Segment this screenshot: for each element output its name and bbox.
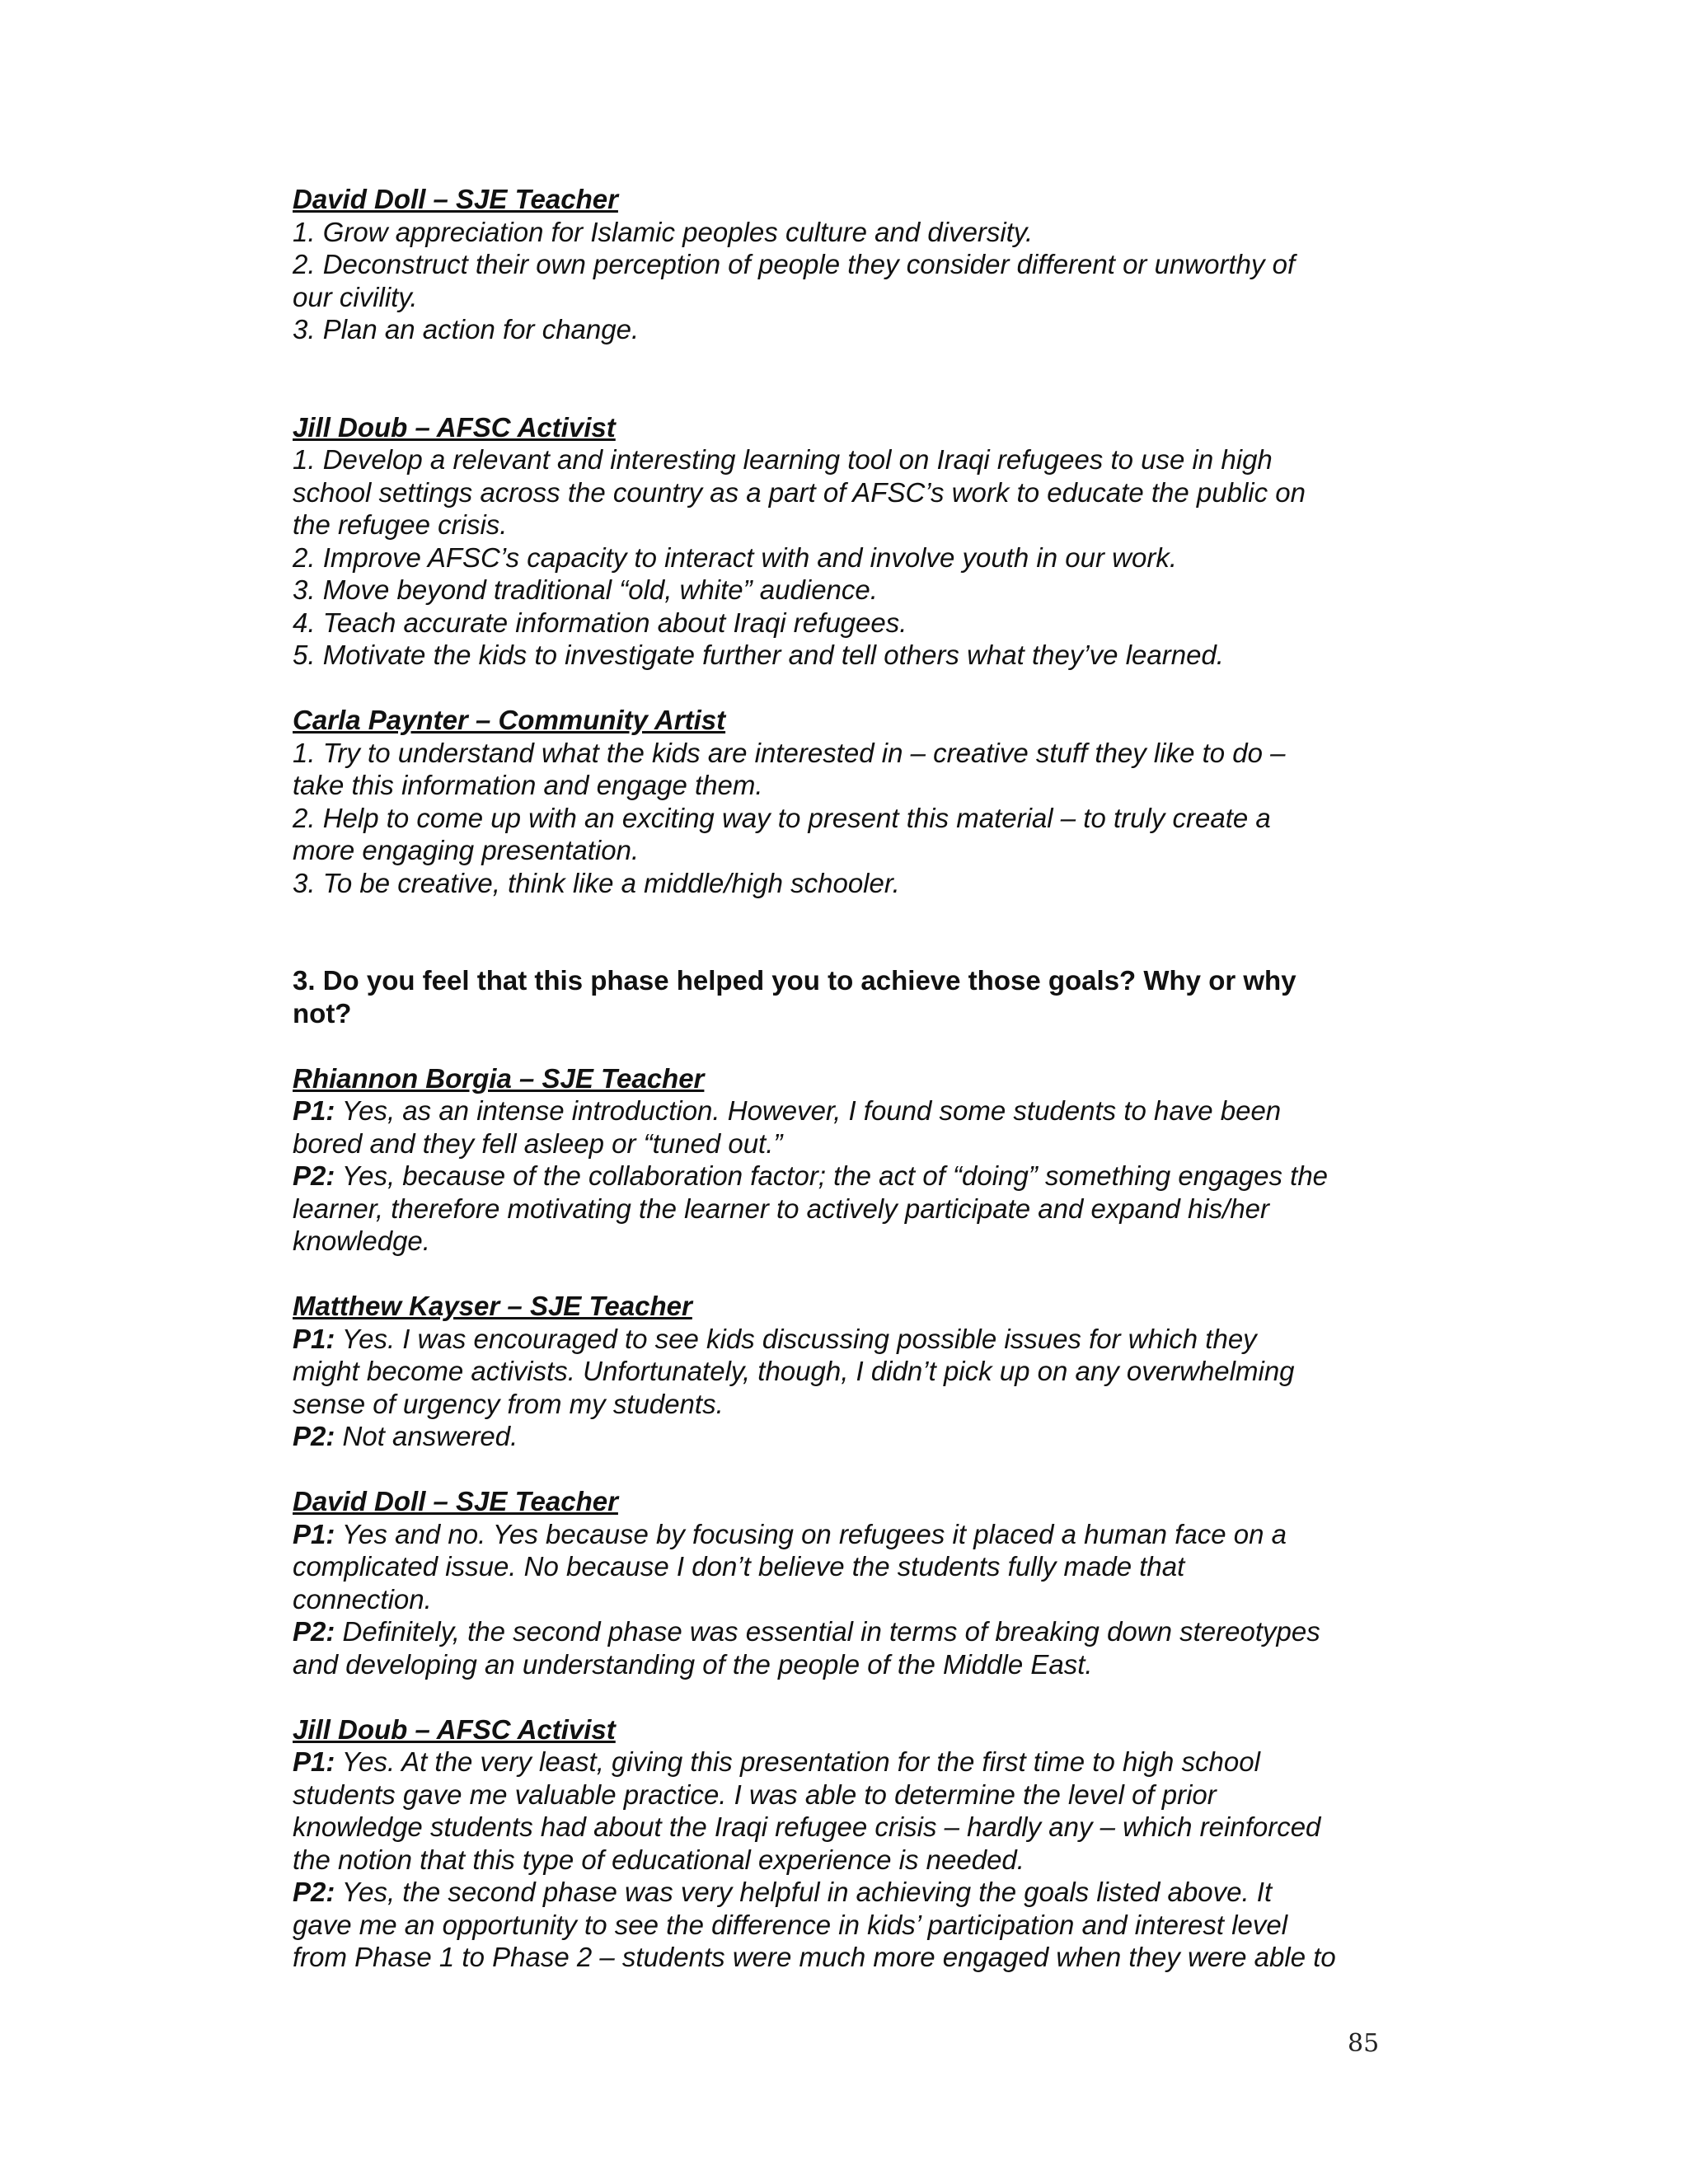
response-line: students gave me valuable practice. I was able to determine the level of prior	[293, 1779, 1217, 1810]
goal-line: the refugee crisis.	[293, 509, 508, 540]
person-heading: Jill Doub – AFSC Activist	[293, 1713, 616, 1745]
response-text: Not answered.	[335, 1421, 518, 1451]
phase-label: P1:	[293, 1095, 335, 1126]
response-text: Yes. I was encouraged to see kids discussing possible issues for which they	[335, 1323, 1257, 1354]
phase-label: P1:	[293, 1746, 335, 1777]
response-line: knowledge students had about the Iraqi refugee crisis – hardly any – which reinforced	[293, 1811, 1321, 1842]
goals-jill-doub	[293, 411, 1389, 672]
question-3	[293, 964, 1389, 1029]
response-line	[293, 1518, 1389, 1551]
goal-line: 1. Grow appreciation for Islamic peoples culture and diversity.	[293, 216, 1034, 247]
goal-line: 3. Plan an action for change.	[293, 314, 640, 344]
spacer	[293, 346, 1389, 411]
response-text: Yes, because of the collaboration factor; the act of “doing” something engages the	[335, 1160, 1329, 1191]
goal-line: 1. Try to understand what the kids are interested in – creative stuff they like to do –	[293, 737, 1286, 768]
goals-david-doll	[293, 183, 1389, 346]
phase-label: P2:	[293, 1616, 335, 1647]
spacer	[293, 1258, 1389, 1291]
goal-line: school settings across the country as a part of AFSC’s work to educate the public on	[293, 476, 1306, 508]
response-line	[293, 1615, 1389, 1648]
goal-line: 2. Help to come up with an exciting way to present this material – to truly create a	[293, 802, 1271, 833]
response-text: Yes, the second phase was very helpful in achieving the goals listed above. It	[335, 1877, 1273, 1907]
response-text: Definitely, the second phase was essential in terms of breaking down stereotypes	[335, 1616, 1320, 1647]
goal-line: more engaging presentation.	[293, 835, 640, 865]
goal-line: 1. Develop a relevant and interesting learning tool on Iraqi refugees to use in high	[293, 444, 1273, 475]
person-heading: Matthew Kayser – SJE Teacher	[293, 1291, 692, 1321]
response-line	[293, 1094, 1389, 1127]
goal-line: 2. Improve AFSC’s capacity to interact with and involve youth in our work.	[293, 541, 1177, 573]
page-number: 85	[1348, 2029, 1380, 2058]
response-text: Yes, as an intense introduction. However, I found some students to have been	[335, 1095, 1282, 1126]
phase-label: P1:	[293, 1518, 335, 1549]
response-text: Yes and no. Yes because by focusing on refugees it placed a human face on a	[335, 1518, 1287, 1549]
spacer	[293, 672, 1389, 705]
response-david-doll	[293, 1485, 1389, 1680]
goal-line: 3. To be creative, think like a middle/high schooler.	[293, 867, 900, 898]
response-jill-doub	[293, 1713, 1389, 1974]
person-heading: Rhiannon Borgia – SJE Teacher	[293, 1062, 705, 1094]
response-text: Yes. At the very least, giving this presentation for the first time to high school	[335, 1746, 1260, 1777]
document-body	[293, 183, 1389, 1974]
response-line: complicated issue. No because I don’t believe the students fully made that	[293, 1551, 1185, 1582]
person-heading: David Doll – SJE Teacher	[293, 184, 618, 214]
phase-label: P2:	[293, 1421, 335, 1451]
phase-label: P2:	[293, 1877, 335, 1907]
spacer	[293, 899, 1389, 964]
question-line: 3. Do you feel that this phase helped you to achieve those goals? Why or why	[293, 965, 1296, 996]
response-matthew-kayser	[293, 1290, 1389, 1453]
spacer	[293, 1680, 1389, 1713]
response-line	[293, 1746, 1389, 1779]
person-heading: Carla Paynter – Community Artist	[293, 705, 726, 735]
spacer	[293, 1453, 1389, 1486]
response-rhiannon-borgia	[293, 1062, 1389, 1258]
person-heading: David Doll – SJE Teacher	[293, 1486, 618, 1516]
question-line: not?	[293, 997, 352, 1029]
response-line: the notion that this type of educational experience is needed.	[293, 1844, 1025, 1875]
goal-line: 3. Move beyond traditional “old, white” audience.	[293, 574, 878, 605]
response-line: might become activists. Unfortunately, though, I didn’t pick up on any overwhelming	[293, 1356, 1295, 1386]
response-line	[293, 1420, 1389, 1453]
goal-line: our civility.	[293, 281, 418, 312]
response-line	[293, 1876, 1389, 1909]
response-line: knowledge.	[293, 1226, 430, 1256]
response-line: gave me an opportunity to see the difference in kids’ participation and interest level	[293, 1909, 1288, 1940]
response-line: from Phase 1 to Phase 2 – students were much more engaged when they were able to	[293, 1942, 1336, 1972]
response-line: and developing an understanding of the people of the Middle East.	[293, 1648, 1093, 1680]
response-line	[293, 1160, 1389, 1193]
goal-line: 4. Teach accurate information about Iraqi refugees.	[293, 607, 907, 638]
spacer	[293, 1029, 1389, 1062]
response-line: learner, therefore motivating the learner to actively participate and expand his/her	[293, 1193, 1270, 1224]
response-line: sense of urgency from my students.	[293, 1388, 724, 1419]
goal-line: 5. Motivate the kids to investigate further and tell others what they’ve learned.	[293, 640, 1224, 670]
goals-carla-paynter	[293, 704, 1389, 899]
phase-label: P2:	[293, 1160, 335, 1191]
goal-line: take this information and engage them.	[293, 770, 763, 800]
response-line	[293, 1323, 1389, 1356]
phase-label: P1:	[293, 1323, 335, 1354]
response-line: bored and they fell asleep or “tuned out.”	[293, 1127, 783, 1159]
goal-line: 2. Deconstruct their own perception of people they consider different or unworthy of	[293, 249, 1296, 279]
person-heading: Jill Doub – AFSC Activist	[293, 411, 616, 443]
response-line: connection.	[293, 1583, 432, 1615]
